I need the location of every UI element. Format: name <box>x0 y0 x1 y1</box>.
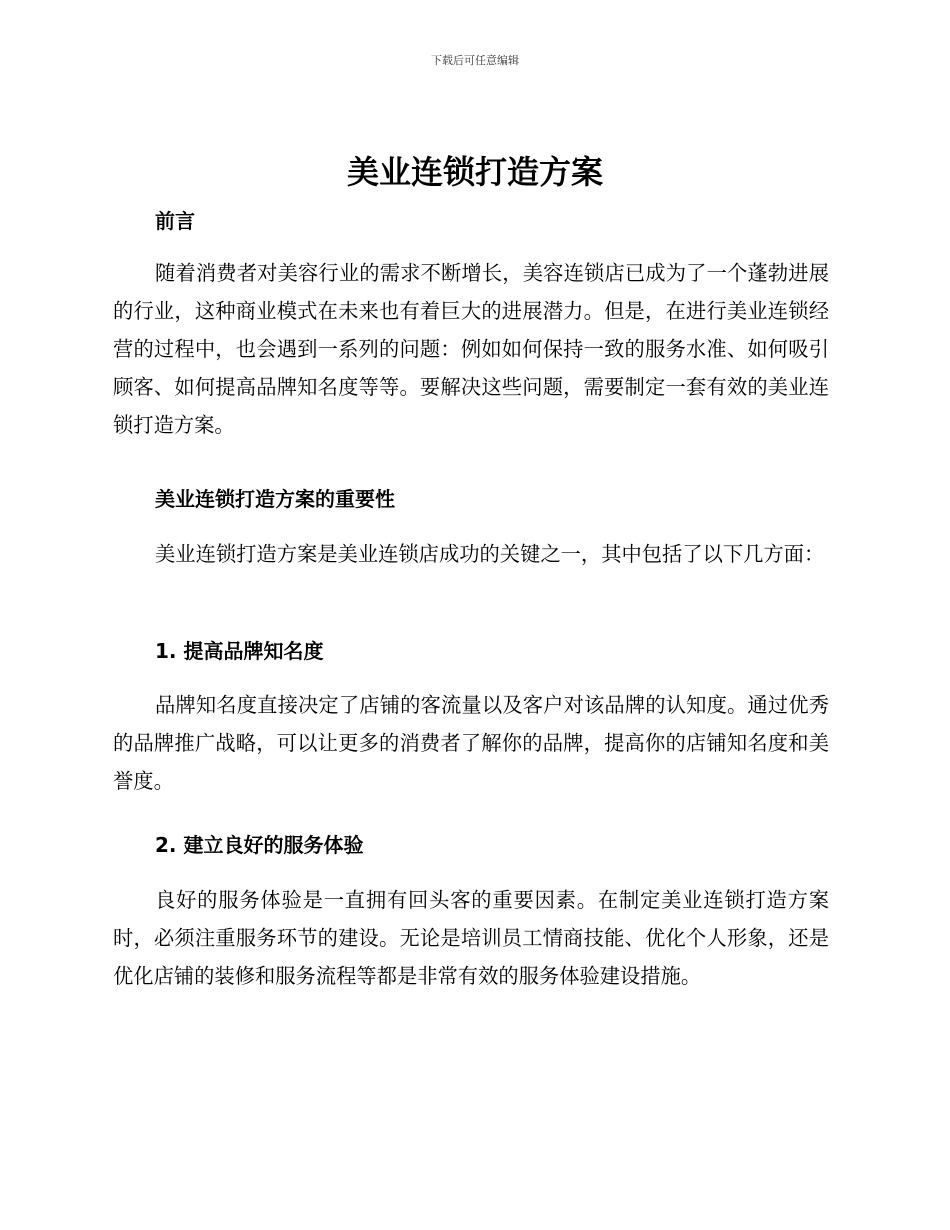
section-heading-preface: 前言 <box>155 209 195 233</box>
document-title: 美业连锁打造方案 <box>346 153 603 191</box>
section-heading-importance: 美业连锁打造方案的重要性 <box>155 487 395 511</box>
page-header-note: 下载后可任意编辑 <box>431 54 519 67</box>
section-heading-brand: 1. 提高品牌知名度 <box>155 639 324 663</box>
section-paragraph-service: 良好的服务体验是一直拥有回头客的重要因素。在制定美业连锁打造方案时，必须注重服务环节的建设。无论是培训员工情商技能、优化个人形象，还是优化店铺的装修和服务流程等都是非常有效的服务体验建设措施。 <box>113 888 829 988</box>
section-paragraph-brand: 品牌知名度直接决定了店铺的客流量以及客户对该品牌的认知度。通过优秀的品牌推广战略，可以让更多的消费者了解你的品牌，提高你的店铺知名度和美誉度。 <box>113 693 829 793</box>
section-heading-service: 2. 建立良好的服务体验 <box>155 833 364 857</box>
section-paragraph-preface: 随着消费者对美容行业的需求不断增长，美容连锁店已成为了一个蓬勃进展的行业，这种商业模式在未来也有着巨大的进展潜力。但是，在进行美业连锁经营的过程中，也会遇到一系列的问题：例如如何保持一致的服务水准、如何吸引顾客、如何提高品牌知名度等等。要解决这些问题，需要制定一套有效的美业连锁打造方案。 <box>113 261 829 437</box>
section-paragraph-importance: 美业连锁打造方案是美业连锁店成功的关键之一，其中包括了以下几方面： <box>155 542 825 566</box>
